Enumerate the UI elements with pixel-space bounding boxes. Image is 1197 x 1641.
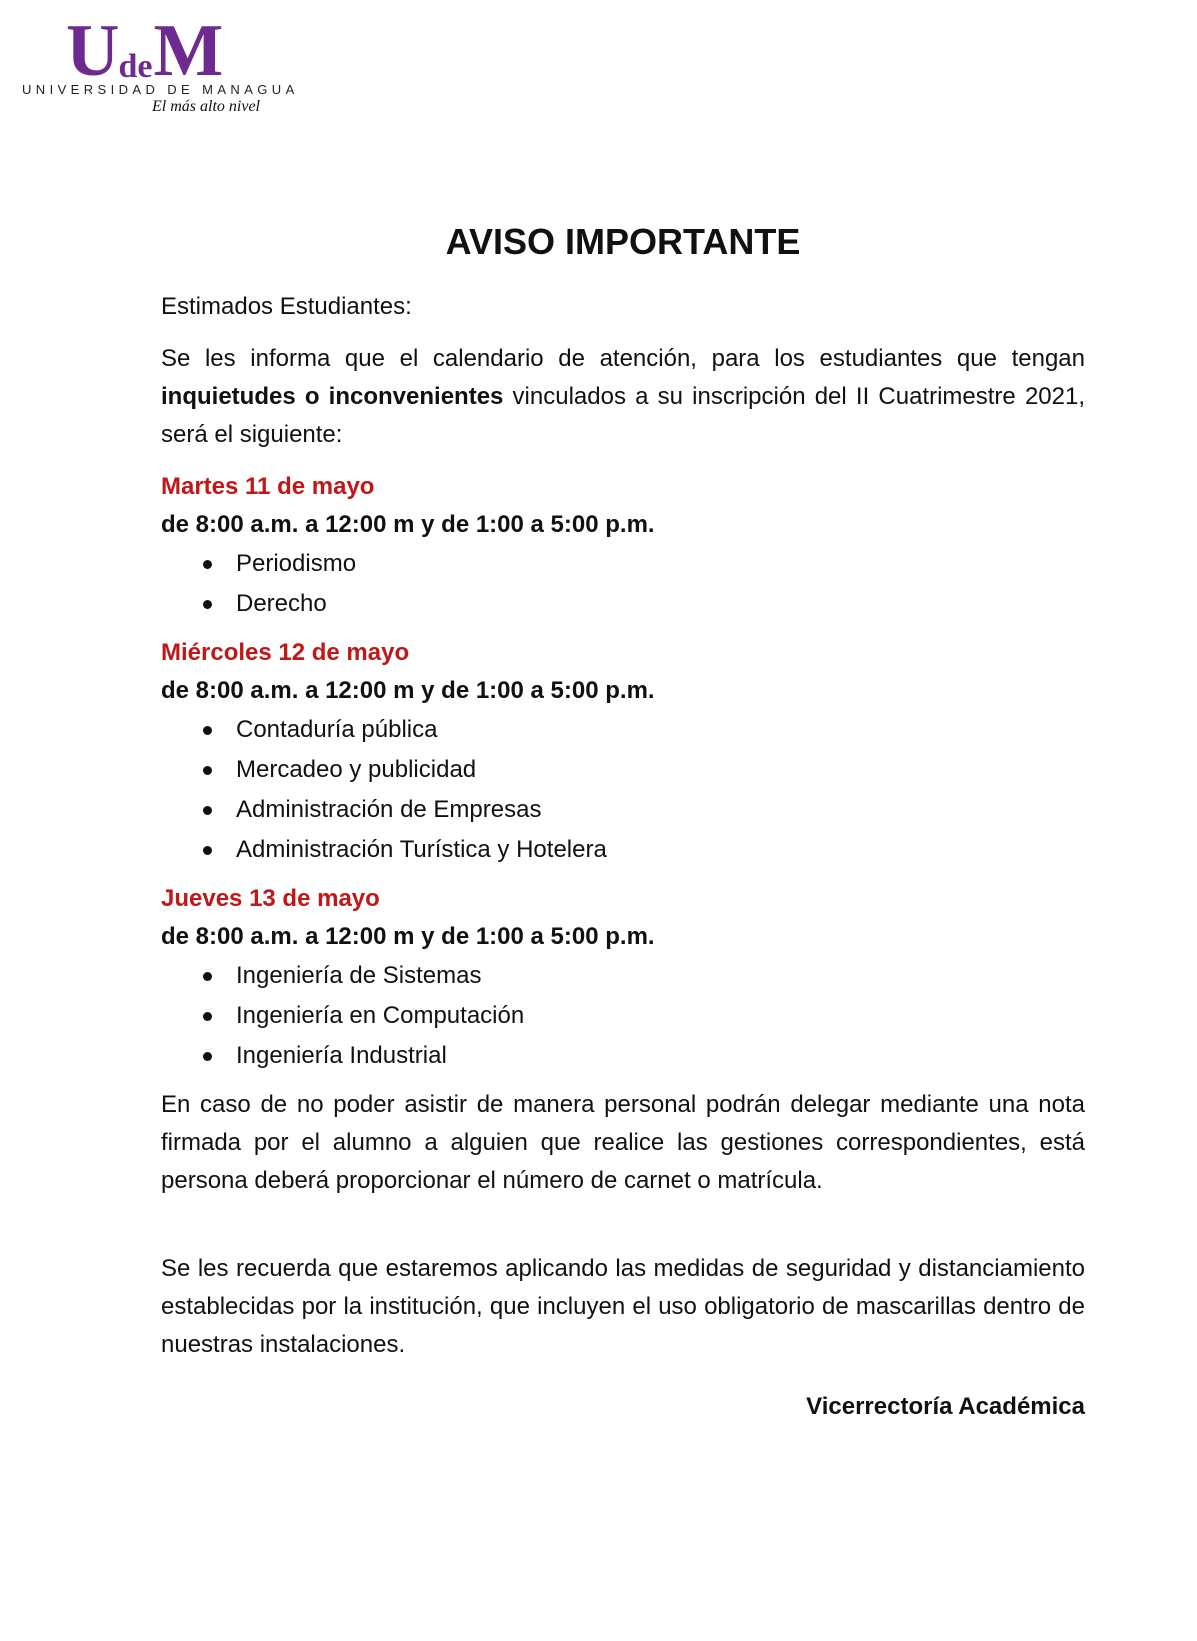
greeting: Estimados Estudiantes:: [161, 293, 412, 320]
schedule-day: Miércoles 12 de mayo: [161, 639, 410, 666]
intro-text-after: vinculados a su inscripción del II Cuatrimestre 2021, será el siguiente:: [161, 383, 1085, 448]
career-item: [161, 956, 1085, 996]
signature: Vicerrectoría Académica: [806, 1393, 1085, 1420]
bullet-icon: [203, 600, 212, 609]
bullet-icon: [203, 846, 212, 855]
notice-content: [161, 220, 1085, 1426]
udem-logo: [22, 10, 322, 128]
schedule-block-thursday: [161, 880, 1085, 1076]
career-label: Ingeniería Industrial: [236, 1042, 447, 1069]
delegation-paragraph: En caso de no poder asistir de manera personal podrán delegar mediante una nota firmada por el alumno a alguien que realice las gestiones correspondientes, está persona deberá proporcionar el número de carnet o matrícula.: [161, 1091, 1085, 1194]
logo-mark-de: de: [118, 48, 153, 85]
career-item: [161, 710, 1085, 750]
career-label: Mercadeo y publicidad: [236, 756, 477, 783]
schedule-block-tuesday: [161, 468, 1085, 624]
notice-title: AVISO IMPORTANTE: [445, 221, 801, 262]
career-item: [161, 790, 1085, 830]
bullet-icon: [203, 972, 212, 981]
schedule-hours: de 8:00 a.m. a 12:00 m y de 1:00 a 5:00 p.m.: [161, 511, 655, 538]
intro-paragraph: [161, 340, 1085, 454]
schedule-block-wednesday: [161, 634, 1085, 870]
intro-text-before: Se les informa que el calendario de atención, para los estudiantes que tengan: [161, 345, 1085, 372]
schedule-day: Jueves 13 de mayo: [161, 885, 380, 912]
schedule-hours: de 8:00 a.m. a 12:00 m y de 1:00 a 5:00 p.m.: [161, 677, 655, 704]
paragraph-gap: [161, 1214, 1085, 1250]
career-label: Ingeniería de Sistemas: [236, 962, 482, 989]
career-item: [161, 996, 1085, 1036]
career-item: [161, 584, 1085, 624]
bullet-icon: [203, 560, 212, 569]
career-list: [161, 710, 1085, 870]
career-item: [161, 830, 1085, 870]
career-item: [161, 750, 1085, 790]
logo-mark: [66, 10, 222, 92]
bullet-icon: [203, 1052, 212, 1061]
bullet-icon: [203, 726, 212, 735]
career-label: Derecho: [236, 590, 327, 617]
career-item: [161, 1036, 1085, 1076]
career-list: [161, 544, 1085, 624]
logo-university-name: UNIVERSIDAD DE MANAGUA: [22, 82, 299, 97]
bullet-icon: [203, 766, 212, 775]
career-item: [161, 544, 1085, 584]
safety-paragraph: Se les recuerda que estaremos aplicando las medidas de seguridad y distanciamiento establecidas por la institución, que incluyen el uso obligatorio de mascarillas dentro de nuestras instalaciones.: [161, 1255, 1085, 1358]
intro-text-bold: inquietudes o inconvenientes: [161, 383, 504, 410]
career-list: [161, 956, 1085, 1076]
schedule-hours: de 8:00 a.m. a 12:00 m y de 1:00 a 5:00 p.m.: [161, 923, 655, 950]
career-label: Ingeniería en Computación: [236, 1002, 525, 1029]
bullet-icon: [203, 1012, 212, 1021]
career-label: Periodismo: [236, 550, 357, 577]
career-label: Administración Turística y Hotelera: [236, 836, 607, 863]
career-label: Contaduría pública: [236, 716, 438, 743]
logo-tagline: El más alto nivel: [152, 98, 260, 115]
schedule-day: Martes 11 de mayo: [161, 473, 375, 500]
logo-mark-u: U: [66, 10, 118, 92]
logo-mark-m: M: [153, 10, 222, 92]
bullet-icon: [203, 806, 212, 815]
career-label: Administración de Empresas: [236, 796, 542, 823]
